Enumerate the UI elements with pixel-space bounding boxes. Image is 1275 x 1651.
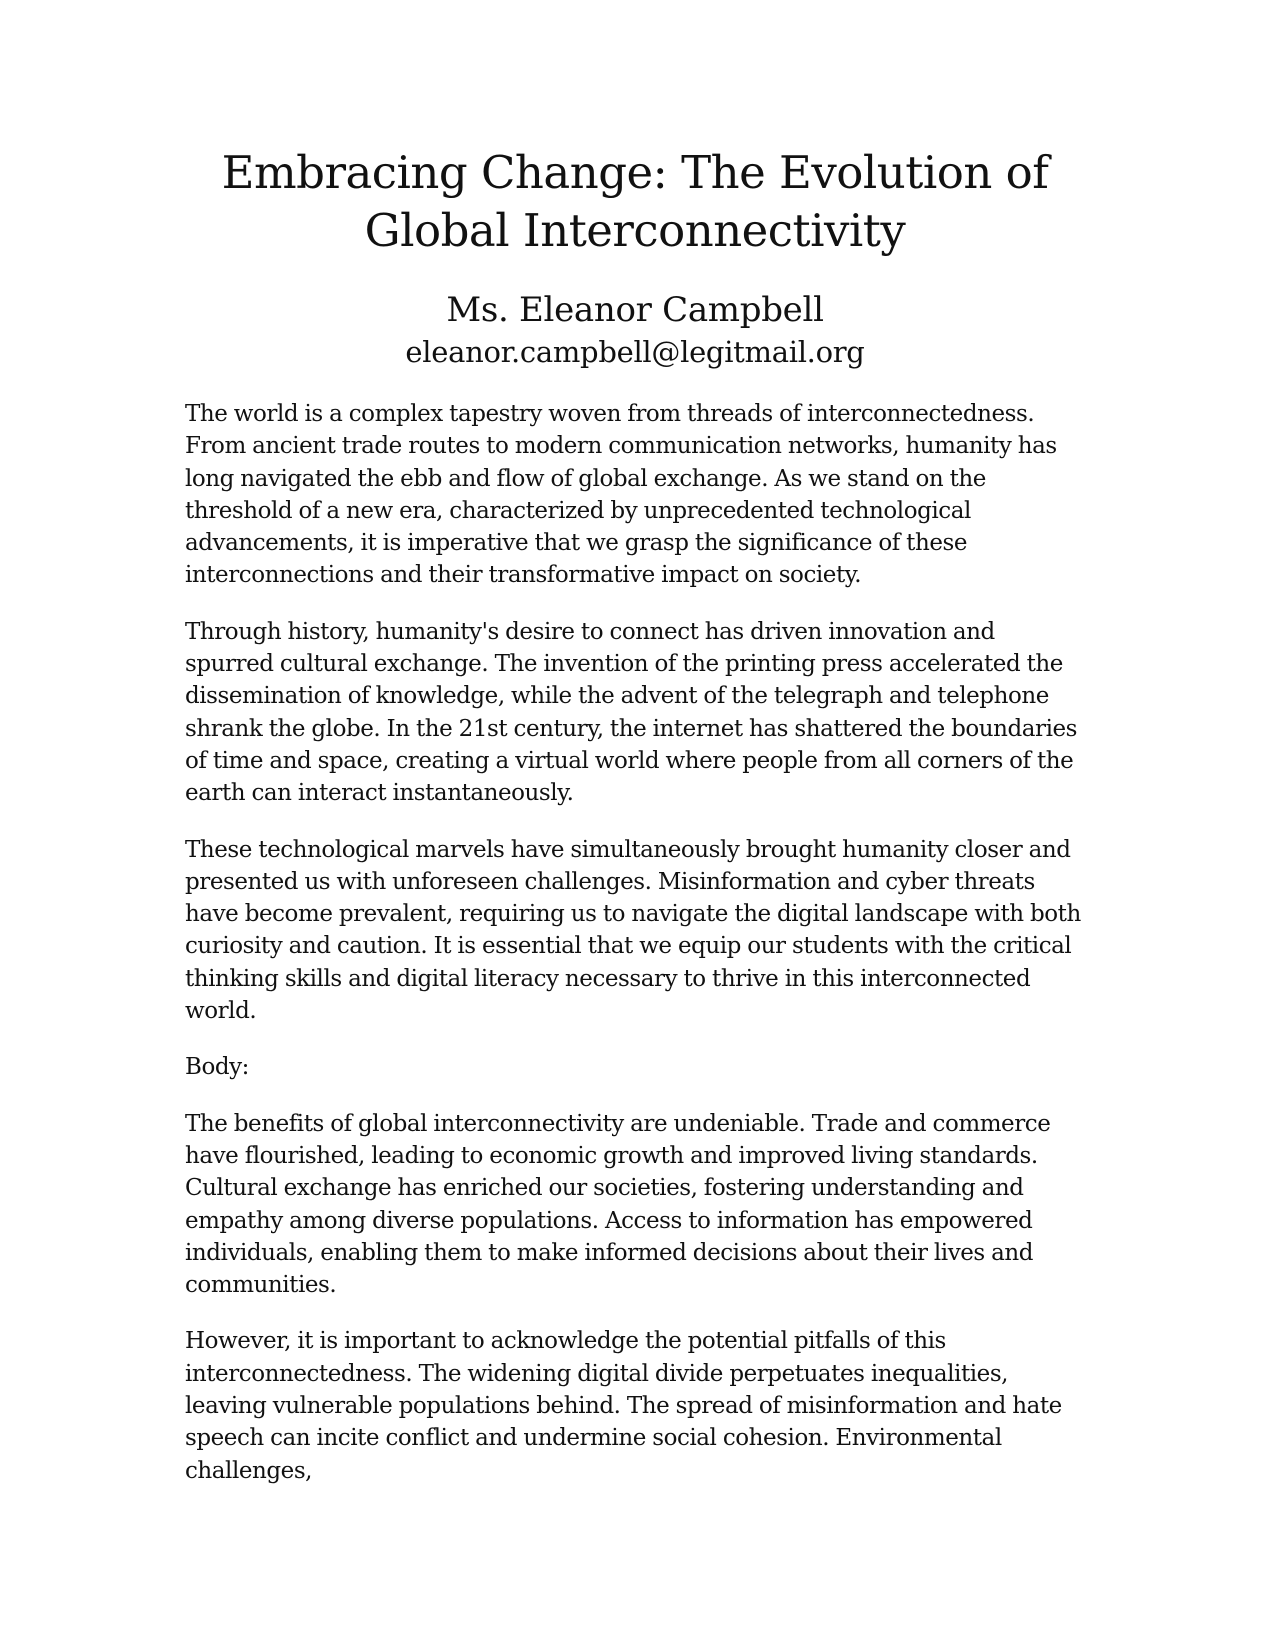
paragraph: The world is a complex tapestry woven from threads of interconnectedness. From ancient trade routes to modern communication networks, humanity has long navigated the ebb and flow of global exchange. As we stand on the threshold of a new era, characterized by unprecedented technological advancements, it is imperative that we grasp the significance of these interconnections and their transformative impact on society. [185, 401, 1057, 589]
paragraph: The benefits of global interconnectivity are undeniable. Trade and commerce have flourished, leading to economic growth and improved living standards. Cultural exchange has enriched our societies, fostering understanding and empathy among diverse populations. Access to information has empowered individuals, enabling them to make informed decisions about their lives and communities. [185, 1110, 1051, 1299]
body-text [185, 398, 1085, 1487]
author-block [185, 288, 1085, 372]
document-title: Embracing Change: The Evolution of Global Interconnectivity [221, 146, 1049, 257]
paragraph: These technological marvels have simultaneously brought humanity closer and presented us with unforeseen challenges. Misinformation and cyber threats have become prevalent, requiring us to navigate the digital landscape with both curiosity and caution. It is essential that we equip our students with the critical thinking skills and digital literacy necessary to thrive in this interconnected world. [185, 836, 1081, 1025]
author-email: eleanor.campbell@legitmail.org [405, 335, 865, 369]
paragraph: Through history, humanity's desire to connect has driven innovation and spurred cultural exchange. The invention of the printing press accelerated the dissemination of knowledge, while the advent of the telegraph and telephone shrank the globe. In the 21st century, the internet has shattered the boundaries of time and space, creating a virtual world where people from all corners of the earth can interact instantaneously. [185, 618, 1078, 807]
document-content [185, 144, 1085, 1511]
section-label: Body: [185, 1054, 249, 1081]
author-name: Ms. Eleanor Campbell [446, 290, 824, 330]
paragraph: However, it is important to acknowledge the potential pitfalls of this interconnectedness. The widening digital divide perpetuates inequalities, leaving vulnerable populations behind. The spread of misinformation and hate speech can incite conflict and undermine social cohesion. Environmental challenges, [185, 1328, 1062, 1484]
